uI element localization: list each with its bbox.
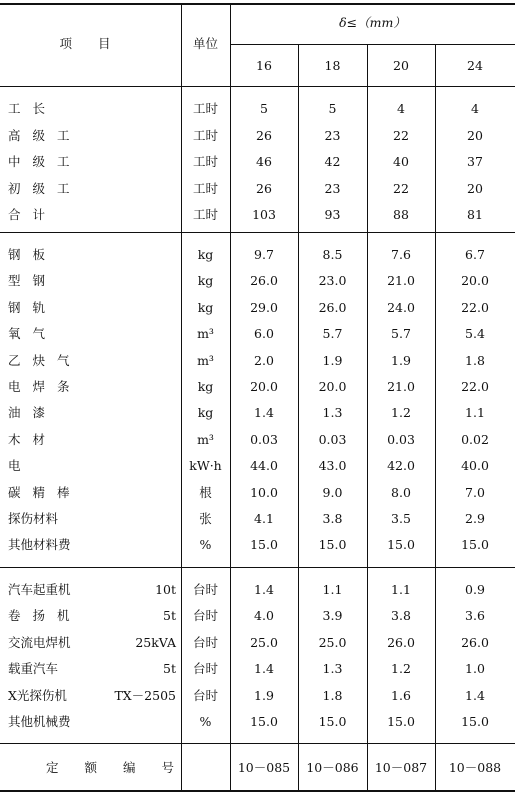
row-value: 24.0 — [387, 299, 415, 315]
row-name: X光探伤机 — [8, 687, 67, 703]
row-value: 15.0 — [250, 714, 278, 729]
row-value: 46 — [256, 154, 272, 169]
row-value: 26.0 — [318, 299, 347, 315]
row-unit: m³ — [197, 326, 214, 342]
row-value: 1.0 — [465, 661, 485, 677]
row-value: 37 — [467, 154, 483, 169]
row-unit: 台时 — [192, 582, 218, 597]
row-value: 3.8 — [391, 608, 411, 624]
row-value: 1.3 — [322, 661, 343, 677]
row-unit: kW·h — [189, 458, 222, 474]
row-spec: 5t — [163, 608, 176, 624]
row-value: 93 — [324, 207, 341, 222]
row-value: 15.0 — [318, 714, 347, 729]
row-name: 高 级 工 — [8, 127, 74, 143]
header-size-20: 20 — [393, 58, 409, 73]
header-item: 项 目 — [59, 36, 122, 51]
row-value: 0.03 — [387, 431, 415, 447]
row-unit: 台时 — [192, 608, 218, 624]
row-value: 3.5 — [391, 511, 411, 526]
row-unit: 工时 — [192, 127, 218, 143]
row-value: 4 — [471, 101, 479, 116]
row-value: 0.03 — [318, 431, 347, 447]
row-value: 20.0 — [318, 379, 347, 394]
row-spec: TX－2505 — [114, 687, 176, 703]
row-value: 23.0 — [318, 273, 347, 289]
row-value: 4 — [397, 101, 405, 116]
row-spec: 10t — [155, 582, 176, 597]
row-value: 81 — [467, 207, 483, 222]
row-value: 1.1 — [322, 582, 343, 597]
row-value: 26.0 — [461, 634, 489, 650]
row-unit: 工时 — [192, 154, 218, 169]
row-value: 5 — [260, 101, 268, 116]
row-value: 20.0 — [250, 379, 278, 394]
footer-label: 定 额 编 号 — [46, 760, 185, 775]
row-value: 3.9 — [322, 608, 343, 624]
rule-bottom — [0, 790, 515, 792]
header-size-16: 16 — [256, 58, 272, 73]
row-name: 交流电焊机 — [8, 634, 71, 650]
row-value: 4.1 — [254, 511, 274, 526]
header-unit: 单位 — [192, 36, 218, 51]
row-unit: % — [199, 537, 212, 553]
row-value: 1.2 — [391, 661, 411, 677]
row-value: 5 — [328, 101, 337, 116]
row-value: 1.1 — [391, 582, 411, 597]
row-value: 1.1 — [465, 405, 485, 421]
row-unit: kg — [197, 273, 214, 289]
row-name: 碳 精 棒 — [8, 484, 74, 500]
row-value: 44.0 — [250, 458, 278, 474]
row-value: 40.0 — [461, 458, 489, 474]
row-value: 3.6 — [465, 608, 485, 624]
row-name: 探伤材料 — [8, 511, 59, 526]
row-value: 23 — [324, 127, 341, 143]
row-value: 15.0 — [461, 714, 489, 729]
row-name: 工 长 — [8, 101, 49, 116]
row-name: 型 钢 — [8, 273, 49, 289]
row-value: 7.6 — [391, 247, 411, 262]
header-size-24: 24 — [467, 58, 483, 73]
row-name: 卷 扬 机 — [8, 608, 74, 624]
row-value: 1.9 — [391, 352, 411, 368]
row-name: 钢 板 — [8, 247, 49, 262]
row-value: 20 — [467, 180, 483, 196]
row-value: 5.4 — [465, 326, 485, 342]
row-value: 20 — [467, 127, 483, 143]
row-value: 2.9 — [465, 511, 485, 526]
row-value: 8.5 — [322, 247, 343, 262]
row-spec: 25kVA — [135, 634, 176, 650]
row-value: 1.9 — [254, 687, 274, 703]
row-name: 其他机械费 — [8, 714, 71, 729]
row-value: 6.0 — [254, 326, 274, 342]
row-spec: 5t — [163, 661, 176, 677]
row-value: 20.0 — [461, 273, 489, 289]
row-value: 10.0 — [250, 484, 278, 500]
row-value: 7.0 — [465, 484, 485, 500]
row-unit: kg — [197, 405, 214, 421]
header-size-18: 18 — [324, 58, 341, 73]
footer-code: 10－086 — [306, 760, 359, 775]
row-unit: m³ — [197, 431, 214, 447]
row-value: 1.6 — [391, 687, 411, 703]
row-unit: 台时 — [192, 661, 218, 677]
rule-top — [0, 3, 515, 5]
row-value: 22 — [393, 127, 409, 143]
row-value: 1.8 — [465, 352, 485, 368]
footer-code: 10－085 — [237, 760, 291, 775]
row-value: 8.0 — [391, 484, 411, 500]
row-name: 电 — [8, 458, 21, 474]
rule-materials-bottom — [0, 567, 515, 568]
row-value: 1.4 — [465, 687, 485, 703]
row-value: 42 — [324, 154, 341, 169]
footer-code: 10－088 — [448, 760, 502, 775]
rule-labor-bottom — [0, 232, 515, 233]
row-value: 25.0 — [318, 634, 347, 650]
row-value: 22 — [393, 180, 409, 196]
rule-machines-bottom — [0, 743, 515, 744]
row-value: 21.0 — [387, 379, 415, 394]
row-value: 25.0 — [250, 634, 278, 650]
row-value: 15.0 — [250, 537, 278, 553]
row-value: 15.0 — [387, 714, 415, 729]
rule-header-bottom — [0, 86, 515, 87]
row-name: 氧 气 — [8, 326, 49, 342]
row-name: 合 计 — [8, 207, 49, 222]
row-value: 40 — [393, 154, 409, 169]
row-value: 5.7 — [391, 326, 411, 342]
row-name: 其他材料费 — [8, 537, 71, 553]
row-value: 15.0 — [387, 537, 415, 553]
row-value: 0.02 — [461, 431, 489, 447]
row-value: 9.7 — [254, 247, 274, 262]
row-value: 29.0 — [250, 299, 278, 315]
row-value: 23 — [324, 180, 341, 196]
row-unit: kg — [197, 299, 214, 315]
row-value: 26.0 — [250, 273, 278, 289]
row-value: 26.0 — [387, 634, 415, 650]
row-unit: kg — [197, 247, 214, 262]
row-unit: 台时 — [192, 634, 218, 650]
row-value: 1.2 — [391, 405, 411, 421]
row-name: 钢 轨 — [8, 299, 49, 315]
row-unit: 工时 — [192, 101, 218, 116]
row-value: 1.4 — [254, 405, 274, 421]
row-value: 1.8 — [322, 687, 343, 703]
row-value: 9.0 — [322, 484, 343, 500]
row-unit: m³ — [197, 352, 214, 368]
row-unit: % — [199, 714, 212, 729]
row-value: 2.0 — [254, 352, 274, 368]
row-value: 0.03 — [250, 431, 278, 447]
row-unit: 根 — [199, 484, 212, 500]
row-value: 15.0 — [318, 537, 347, 553]
row-name: 乙 炔 气 — [8, 352, 74, 368]
row-value: 22.0 — [461, 299, 489, 315]
row-value: 43.0 — [318, 458, 347, 474]
footer-code: 10－087 — [374, 760, 428, 775]
row-unit: 台时 — [192, 687, 218, 703]
row-name: 载重汽车 — [8, 661, 59, 677]
row-value: 5.7 — [322, 326, 343, 342]
row-value: 1.9 — [322, 352, 343, 368]
row-value: 103 — [252, 207, 276, 222]
row-unit: 工时 — [192, 207, 218, 222]
row-name: 电 焊 条 — [8, 379, 74, 394]
row-value: 1.4 — [254, 661, 274, 677]
row-unit: kg — [197, 379, 214, 394]
row-value: 6.7 — [465, 247, 485, 262]
rule-header-mid — [230, 44, 515, 45]
row-value: 3.8 — [322, 511, 343, 526]
row-value: 1.3 — [322, 405, 343, 421]
row-name: 中 级 工 — [8, 154, 74, 169]
row-value: 88 — [393, 207, 409, 222]
row-value: 4.0 — [254, 608, 274, 624]
row-name: 汽车起重机 — [8, 582, 71, 597]
row-unit: 张 — [199, 511, 212, 526]
row-value: 1.4 — [254, 582, 274, 597]
row-unit: 工时 — [192, 180, 218, 196]
header-thickness-group: δ≤（mm） — [339, 15, 406, 30]
row-value: 15.0 — [461, 537, 489, 553]
row-value: 26 — [256, 180, 272, 196]
row-name: 木 材 — [8, 431, 49, 447]
row-value: 26 — [256, 127, 272, 143]
row-value: 0.9 — [465, 582, 485, 597]
row-name: 油 漆 — [8, 405, 49, 421]
row-value: 22.0 — [461, 379, 489, 394]
row-value: 21.0 — [387, 273, 415, 289]
row-value: 42.0 — [387, 458, 415, 474]
row-name: 初 级 工 — [8, 180, 74, 196]
